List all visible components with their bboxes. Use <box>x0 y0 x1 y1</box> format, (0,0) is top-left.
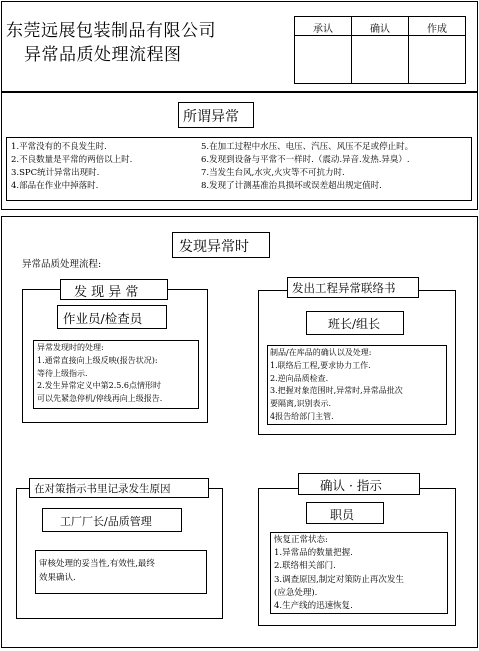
confirm-role: 职员 <box>330 508 355 522</box>
notice-title: 发出工程异常联络书 <box>292 281 396 295</box>
record-title: 在对策指示书里记录发生原因 <box>34 483 171 495</box>
company-name: 东莞远展包装制品有限公司 <box>6 21 216 41</box>
definition-item-3: 3.SPC统计异常出现时. <box>11 168 100 178</box>
definition-item-6: 6.发现到设备与平常不一样时.（震动.异音.发热.异臭）. <box>201 155 410 165</box>
confirm-label: 确认 <box>352 17 409 36</box>
discover-body: 异常发现时的处理: 1.通常直接向上级反映(报告状况): 等待上级指示. 2.发生异常定义中第2.5.6点情形时 可以先紧急停机/停线再向上级报告. <box>37 343 163 404</box>
notice-role: 班长/组长 <box>328 317 381 331</box>
definition-item-5: 5.在加工过程中水压、电压、汽压、风压不足或停止时。 <box>201 142 414 152</box>
definition-item-2: 2.不良数量是平常的两倍以上时. <box>11 155 133 165</box>
definition-item-7: 7.当发生台风,水灾,火灾等不可抗力时. <box>201 168 345 178</box>
notice-body: 制品/在库品的确认以及处理: 1.联络后工程,要求协力工作. 2.逆向品质检查. 3.把握对象范围时,异常时,异常品批次 要隔离,识别表示. 4报告给部门主管. <box>270 348 403 421</box>
confirm-title: 确认 · 指示 <box>320 478 382 493</box>
confirm-body: 恢复正常状态: 1.异常品的数量把握. 2.联络相关部门. 3.调查原因,制定对策防止再次发生 (应急处理). 4.生产线的迅速恢复. <box>274 535 404 612</box>
flow-title: 发现异常时 <box>179 239 249 255</box>
record-body: 审核处理的妥当性,有效性,最终 效果确认. <box>39 559 155 583</box>
definition-item-4: 4.部品在作业中掉落时. <box>11 181 99 191</box>
approve-sign-cell[interactable] <box>295 36 352 84</box>
flow-subtitle: 异常品质处理流程: <box>22 259 102 270</box>
signoff-table <box>294 16 466 84</box>
definition-title: 所谓异常 <box>183 109 239 125</box>
document-title: 异常品质处理流程图 <box>24 45 182 65</box>
discover-role: 作业员/检查员 <box>63 311 143 326</box>
discover-title: 发 现 异 常 <box>74 285 139 300</box>
confirm-sign-cell[interactable] <box>352 36 409 84</box>
approve-label: 承认 <box>295 17 352 36</box>
prepare-label: 作成 <box>409 17 466 36</box>
prepare-sign-cell[interactable] <box>409 36 466 84</box>
definition-item-1: 1.平常没有的不良发生时. <box>11 142 107 152</box>
definition-item-8: 8.发现了计测基准治具损坏或误差超出规定值时. <box>201 181 382 191</box>
record-role: 工厂厂长/品质管理 <box>60 515 152 528</box>
